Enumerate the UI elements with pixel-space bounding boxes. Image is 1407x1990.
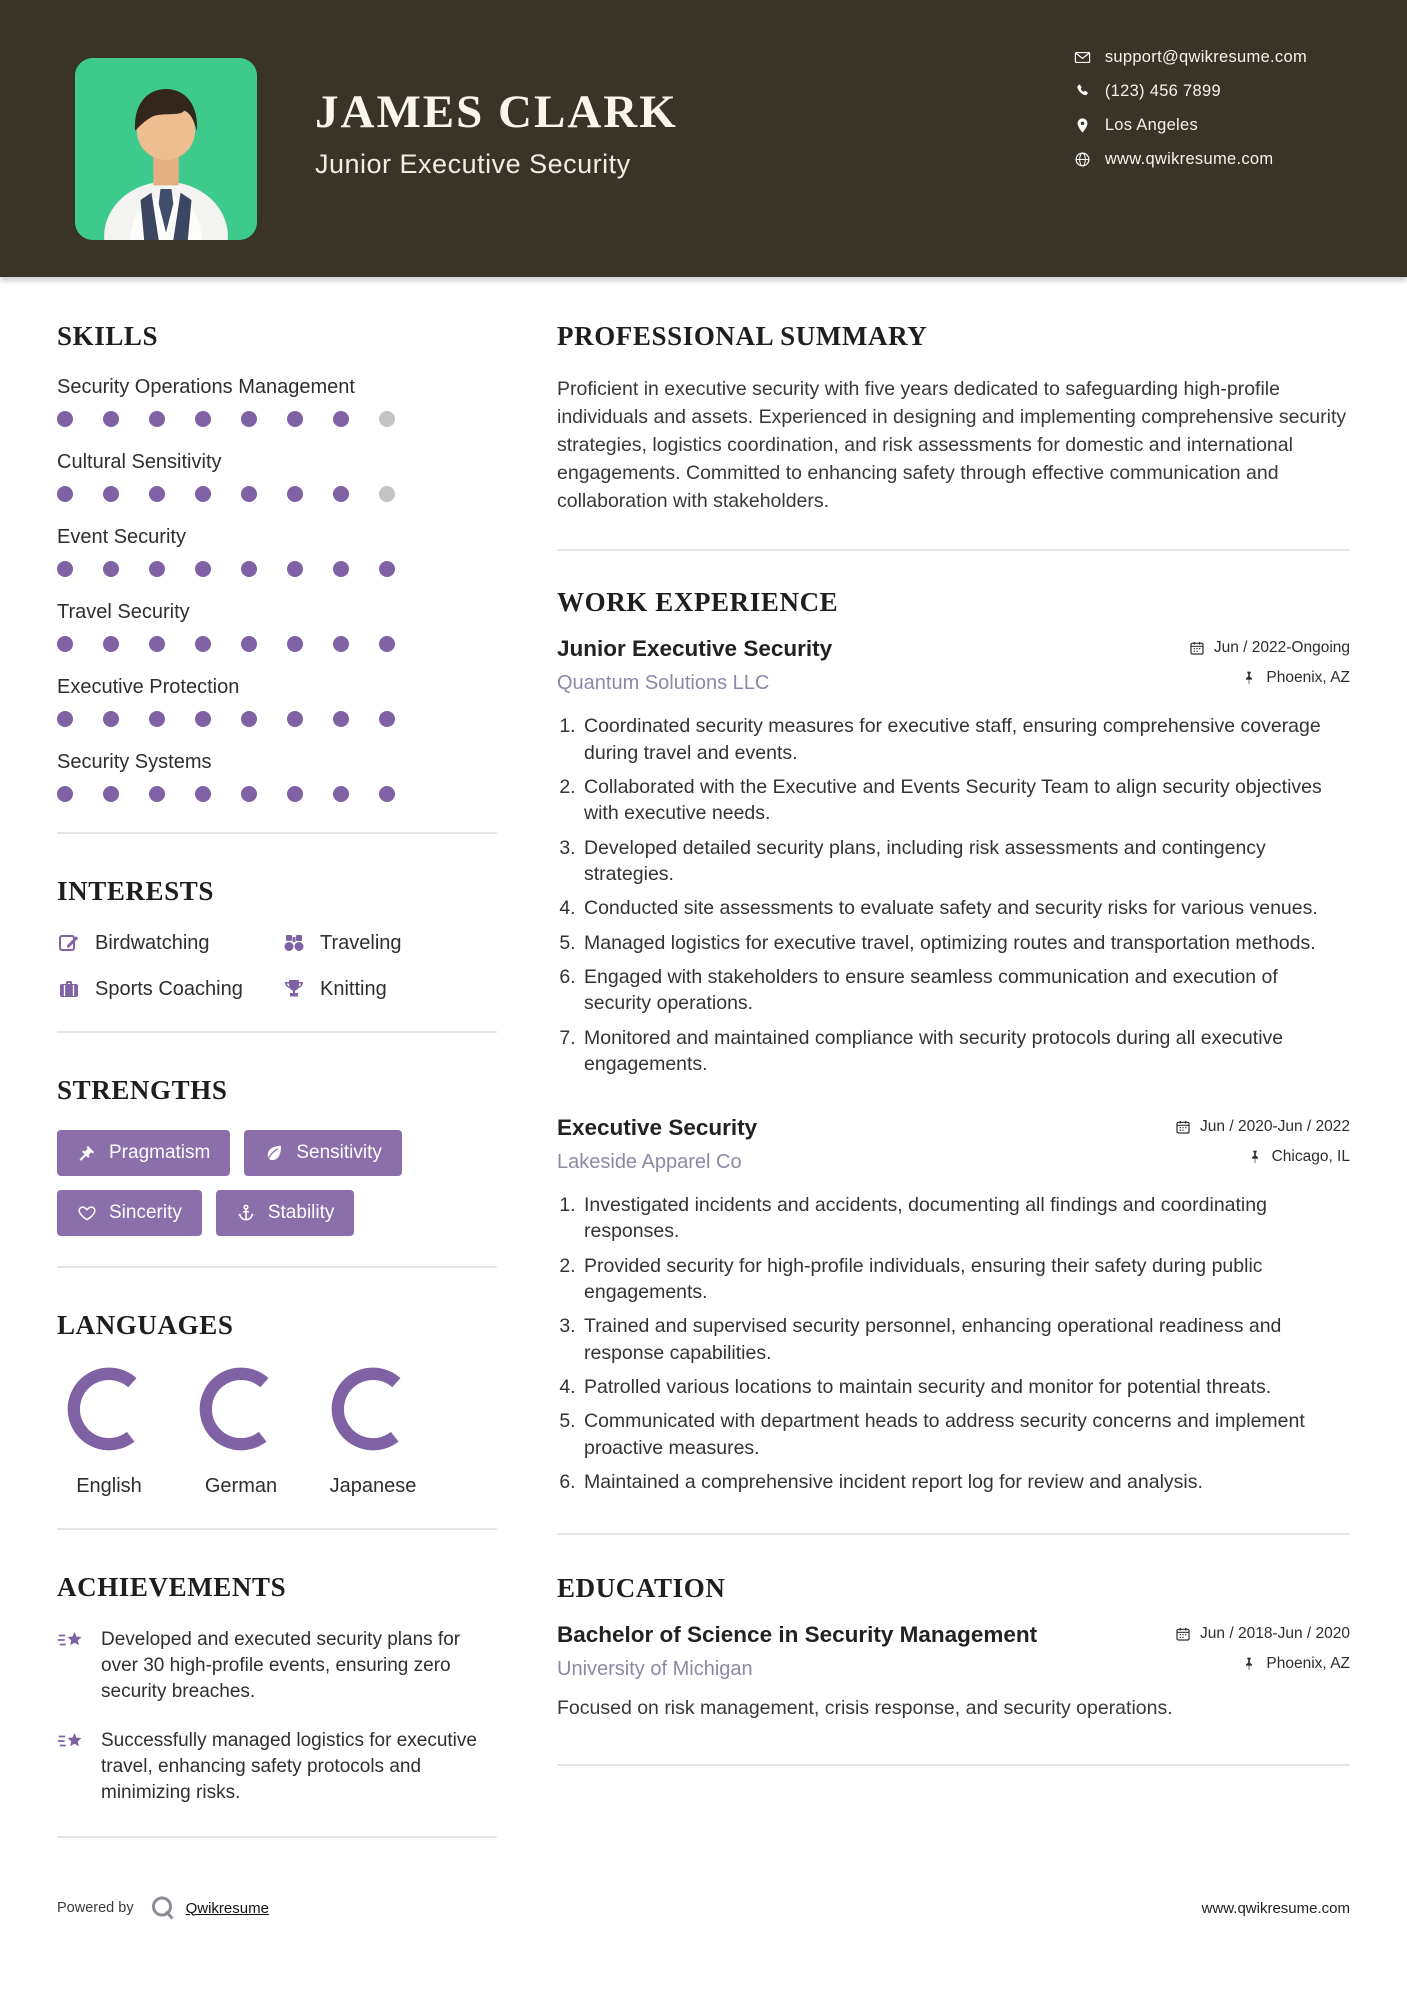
- skills-heading: SKILLS: [57, 321, 159, 351]
- job-bullet: 4. Patrolled various locations to maintain security and monitor for potential threats.: [581, 1374, 1350, 1400]
- contact-phone-text: (123) 456 7899: [1104, 81, 1221, 100]
- skill-label: Security Operations Management: [57, 376, 355, 398]
- heart-icon: [77, 1203, 97, 1223]
- rating-dot-filled: [103, 636, 119, 652]
- strengths-heading: STRENGTHS: [57, 1075, 228, 1105]
- rating-dot-filled: [333, 636, 349, 652]
- rating-dot-filled: [195, 786, 211, 802]
- rating-dot-filled: [195, 636, 211, 652]
- job-company: Quantum Solutions LLC: [557, 672, 770, 695]
- rating-dot-filled: [57, 786, 73, 802]
- shooting-star-icon: [57, 1629, 85, 1655]
- rating-dot-filled: [57, 711, 73, 727]
- job-location: [1175, 1148, 1350, 1166]
- rating-dot-filled: [241, 486, 257, 502]
- job-bullet: 3. Trained and supervised security personnel, enhancing operational readiness and response capabilities.: [581, 1313, 1350, 1366]
- job-bullet: 6. Engaged with stakeholders to ensure seamless communication and execution of security operations.: [581, 964, 1350, 1017]
- rating-dot-filled: [149, 636, 165, 652]
- rating-dot-filled: [149, 786, 165, 802]
- job-dates: [1189, 639, 1350, 657]
- strength-label: Sensitivity: [296, 1142, 382, 1163]
- job-location-text: Phoenix, AZ: [1266, 669, 1350, 687]
- job-bullets: [581, 713, 1350, 1077]
- calendar-icon: [1175, 1119, 1191, 1135]
- skill-rating-dots: [57, 636, 497, 652]
- rating-dot-filled: [149, 486, 165, 502]
- profile-photo: [75, 58, 257, 240]
- job-bullet: 7. Monitored and maintained compliance with security protocols during all executive engagements.: [581, 1025, 1350, 1078]
- phone-icon: [1074, 83, 1091, 100]
- rating-dot-filled: [379, 636, 395, 652]
- job-bullet: 5. Communicated with department heads to address security concerns and implement proactive measures.: [581, 1408, 1350, 1461]
- rating-dot-filled: [379, 561, 395, 577]
- education-heading: EDUCATION: [557, 1573, 726, 1604]
- job-bullet: 3. Developed detailed security plans, including risk assessments and contingency strategies.: [581, 835, 1350, 888]
- rating-dot-filled: [333, 561, 349, 577]
- language-item: [321, 1365, 425, 1498]
- main-column: [557, 277, 1350, 1880]
- education-location: [1175, 1655, 1350, 1673]
- achievement-item: [57, 1627, 497, 1706]
- skill-rating-dots: [57, 561, 497, 577]
- language-item: [57, 1365, 161, 1498]
- interest-item: [282, 977, 497, 1001]
- job-title: Executive Security: [557, 1115, 758, 1141]
- job-entry: [557, 636, 1350, 1077]
- job-location-text: Chicago, IL: [1271, 1148, 1350, 1166]
- education-meta: [1175, 1625, 1350, 1673]
- degree-title: Bachelor of Science in Security Management: [557, 1622, 1038, 1648]
- rating-dot-filled: [57, 486, 73, 502]
- headline: Junior Executive Security: [315, 149, 631, 180]
- language-ring: [197, 1365, 285, 1453]
- rating-dot-filled: [333, 711, 349, 727]
- rating-dot-filled: [241, 411, 257, 427]
- rating-dot-filled: [57, 411, 73, 427]
- qwikresume-link[interactable]: Qwikresume: [185, 1899, 269, 1917]
- divider: [57, 1836, 497, 1838]
- job-meta: [1189, 639, 1350, 687]
- skill-row: [57, 451, 497, 502]
- powered-by-text: Powered by: [57, 1900, 134, 1916]
- rating-dot-filled: [103, 486, 119, 502]
- rating-dot-filled: [287, 486, 303, 502]
- languages-heading: LANGUAGES: [57, 1310, 234, 1340]
- rating-dot-filled: [287, 411, 303, 427]
- rating-dot-filled: [241, 786, 257, 802]
- rating-dot-filled: [241, 561, 257, 577]
- achievement-text: Developed and executed security plans for over 30 high-profile events, ensuring zero security breaches.: [101, 1629, 461, 1703]
- achievements-heading: ACHIEVEMENTS: [57, 1572, 287, 1602]
- strength-label: Pragmatism: [109, 1142, 211, 1163]
- divider: [57, 1528, 497, 1530]
- content: [0, 277, 1407, 1880]
- rating-dot-filled: [287, 711, 303, 727]
- divider: [57, 1266, 497, 1268]
- job-bullets: [581, 1192, 1350, 1495]
- job-bullet: 1. Coordinated security measures for executive staff, ensuring comprehensive coverage during travel and events.: [581, 713, 1350, 766]
- pencil-edit-icon: [57, 931, 81, 955]
- rating-dot-filled: [241, 711, 257, 727]
- strength-badge: [216, 1190, 355, 1236]
- rating-dot-filled: [333, 786, 349, 802]
- rating-dot-filled: [333, 411, 349, 427]
- globe-icon: [1074, 151, 1091, 168]
- strengths-list: [57, 1130, 477, 1236]
- divider: [57, 832, 497, 834]
- interest-item: [282, 931, 497, 955]
- email-icon: [1074, 49, 1091, 66]
- language-ring: [65, 1365, 153, 1453]
- contact-location-text: Los Angeles: [1104, 115, 1199, 134]
- interest-item: [57, 977, 282, 1001]
- school-name: University of Michigan: [557, 1658, 753, 1681]
- contact-website-text: www.qwikresume.com: [1104, 149, 1274, 168]
- footer-site-url: www.qwikresume.com: [1201, 1899, 1350, 1917]
- strength-label: Stability: [267, 1202, 335, 1223]
- rating-dot-filled: [195, 486, 211, 502]
- strength-label: Sincerity: [109, 1202, 182, 1223]
- rating-dot-filled: [241, 636, 257, 652]
- job-entry: [557, 1115, 1350, 1495]
- work-heading: WORK EXPERIENCE: [557, 587, 839, 618]
- education-location-text: Phoenix, AZ: [1266, 1655, 1350, 1673]
- rating-dot-filled: [103, 561, 119, 577]
- job-location: [1189, 669, 1350, 687]
- rating-dot-filled: [103, 711, 119, 727]
- divider: [557, 1764, 1350, 1766]
- achievements-list: [57, 1627, 497, 1806]
- job-bullet: 2. Provided security for high-profile individuals, ensuring their safety during public engagements.: [581, 1253, 1350, 1306]
- trophy-icon: [282, 977, 306, 1001]
- language-item: [189, 1365, 293, 1498]
- skill-label: Executive Protection: [57, 676, 240, 698]
- anchor-icon: [236, 1203, 256, 1223]
- rating-dot-filled: [195, 711, 211, 727]
- rating-dot-filled: [195, 561, 211, 577]
- language-label: Japanese: [329, 1475, 417, 1497]
- contact-website[interactable]: [1074, 148, 1307, 170]
- avatar: [75, 58, 257, 240]
- strength-badge: [57, 1190, 202, 1236]
- job-bullet: 5. Managed logistics for executive travel, optimizing routes and transportation methods.: [581, 930, 1350, 956]
- skill-row: [57, 376, 497, 427]
- job-dates-text: Jun / 2022-Ongoing: [1213, 639, 1350, 657]
- education-dates: [1175, 1625, 1350, 1643]
- rating-dot-empty: [379, 411, 395, 427]
- interest-label: Traveling: [320, 931, 402, 954]
- contact-block: [1074, 46, 1307, 170]
- skill-row: [57, 751, 497, 802]
- rating-dot-filled: [195, 411, 211, 427]
- language-label: German: [204, 1475, 278, 1497]
- job-dates: [1175, 1118, 1350, 1136]
- skill-rating-dots: [57, 711, 497, 727]
- language-label: English: [76, 1475, 142, 1497]
- pushpin-icon: [1247, 1149, 1263, 1165]
- skill-row: [57, 526, 497, 577]
- contact-email-text: support@qwikresume.com: [1104, 47, 1307, 66]
- rating-dot-filled: [57, 561, 73, 577]
- rating-dot-filled: [149, 411, 165, 427]
- job-dates-text: Jun / 2020-Jun / 2022: [1200, 1118, 1350, 1136]
- rating-dot-filled: [103, 411, 119, 427]
- sidebar: [57, 277, 497, 1880]
- skill-row: [57, 601, 497, 652]
- interests-heading: INTERESTS: [57, 876, 214, 906]
- footer: [57, 1893, 1350, 1923]
- page-title: JAMES CLARK: [315, 86, 678, 138]
- binoculars-icon: [282, 931, 306, 955]
- rating-dot-filled: [57, 636, 73, 652]
- interest-label: Sports Coaching: [95, 977, 243, 1000]
- calendar-icon: [1189, 640, 1205, 656]
- skill-rating-dots: [57, 411, 497, 427]
- divider: [557, 549, 1350, 551]
- leaf-icon: [264, 1143, 284, 1163]
- divider: [557, 1533, 1350, 1535]
- job-title: Junior Executive Security: [557, 636, 833, 662]
- rating-dot-filled: [149, 711, 165, 727]
- interest-item: [57, 931, 282, 955]
- location-icon: [1074, 117, 1091, 134]
- job-bullet: 4. Conducted site assessments to evaluate safety and security risks for various venues.: [581, 895, 1350, 921]
- pushpin-icon: [1241, 1656, 1257, 1672]
- skill-row: [57, 676, 497, 727]
- pushpin-icon: [1241, 670, 1257, 686]
- rating-dot-filled: [103, 786, 119, 802]
- contact-phone: [1074, 80, 1307, 102]
- strength-badge: [244, 1130, 402, 1176]
- rating-dot-filled: [379, 711, 395, 727]
- education-description: Focused on risk management, crisis response, and security operations.: [557, 1697, 1173, 1720]
- skills-list: [57, 376, 497, 802]
- job-bullet: 2. Collaborated with the Executive and Events Security Team to align security objectives with executive needs.: [581, 774, 1350, 827]
- job-company: Lakeside Apparel Co: [557, 1151, 742, 1174]
- contact-email[interactable]: [1074, 46, 1307, 68]
- divider: [57, 1031, 497, 1033]
- interests-list: [57, 931, 497, 1001]
- skill-rating-dots: [57, 786, 497, 802]
- job-bullet: 6. Maintained a comprehensive incident report log for review and analysis.: [581, 1469, 1350, 1495]
- rating-dot-filled: [287, 786, 303, 802]
- rating-dot-filled: [287, 561, 303, 577]
- job-bullet: 1. Investigated incidents and accidents, documenting all findings and coordinating responses.: [581, 1192, 1350, 1245]
- languages-list: [57, 1365, 497, 1498]
- achievement-text: Successfully managed logistics for executive travel, enhancing safety protocols and minimizing risks.: [101, 1729, 477, 1804]
- gavel-icon: [77, 1143, 97, 1163]
- skill-label: Security Systems: [57, 751, 212, 773]
- calendar-icon: [1175, 1626, 1191, 1642]
- rating-dot-filled: [149, 561, 165, 577]
- rating-dot-filled: [333, 486, 349, 502]
- summary-text: Proficient in executive security with five years dedicated to safeguarding high-profile individuals and assets. Experienced in designing and implementing comprehensive security strategies, logistics coordination, and risk assessments for domestic and international engagements. Committed to enhancing safety through effective communication and collaboration with stakeholders.: [557, 378, 1347, 512]
- education-dates-text: Jun / 2018-Jun / 2020: [1200, 1625, 1350, 1643]
- education-entry: [557, 1622, 1350, 1720]
- skill-label: Cultural Sensitivity: [57, 451, 222, 473]
- achievement-item: [57, 1728, 497, 1807]
- rating-dot-filled: [379, 786, 395, 802]
- skill-rating-dots: [57, 486, 497, 502]
- language-ring: [329, 1365, 417, 1453]
- interest-label: Birdwatching: [95, 931, 210, 954]
- interest-label: Knitting: [320, 977, 387, 1000]
- job-meta: [1175, 1118, 1350, 1166]
- summary-heading: PROFESSIONAL SUMMARY: [557, 321, 928, 351]
- rating-dot-empty: [379, 486, 395, 502]
- header-band: [0, 0, 1407, 277]
- strength-badge: [57, 1130, 230, 1176]
- contact-location: [1074, 114, 1307, 136]
- rating-dot-filled: [287, 636, 303, 652]
- skill-label: Travel Security: [57, 601, 190, 623]
- skill-label: Event Security: [57, 526, 186, 548]
- shooting-star-icon: [57, 1730, 85, 1756]
- briefcase-icon: [57, 977, 81, 1001]
- qwikresume-logo-icon: [148, 1893, 178, 1923]
